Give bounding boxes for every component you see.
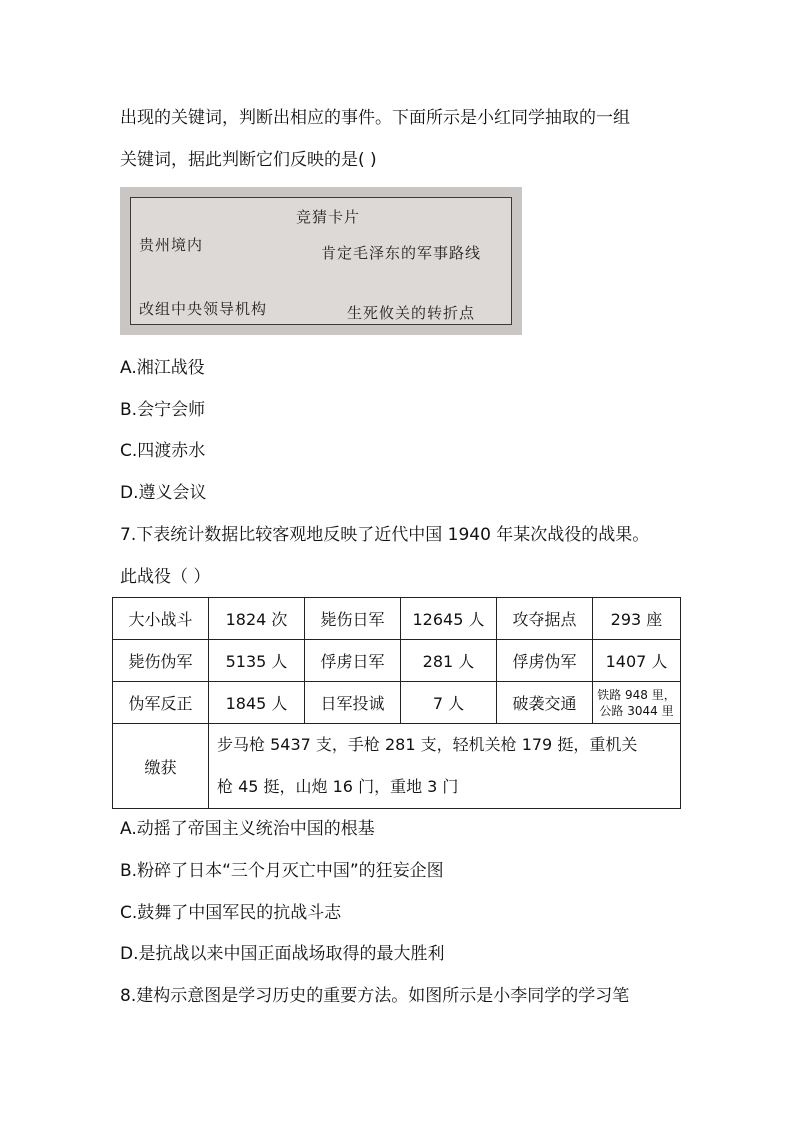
card-keyword-3: 改组中央领导机构 — [139, 300, 268, 318]
table-cell-transport — [593, 682, 681, 724]
card-keyword-2: 肯定毛泽东的军事路线 — [321, 244, 482, 262]
question-6-stem-line-1: 出现的关键词，判断出相应的事件。下面所示是小红同学抽取的一组 — [120, 108, 630, 128]
seized-line-1: 步马枪 5437 支，手枪 281 支，轻机关枪 179 挺，重机关 — [217, 735, 638, 754]
table-cell: 12645 人 — [401, 598, 497, 640]
transport-highway: 公路 3044 里 — [599, 703, 674, 718]
question-6-option-a: A.湘江战役 — [120, 358, 205, 378]
card-keyword-1: 贵州境内 — [139, 236, 204, 254]
table-cell: 大小战斗 — [113, 598, 209, 640]
question-7-option-a: A.动摇了帝国主义统治中国的根基 — [120, 819, 375, 839]
question-7-option-d: D.是抗战以来中国正面战场取得的最大胜利 — [120, 944, 445, 964]
card-keyword-4: 生死攸关的转折点 — [347, 304, 476, 322]
table-cell: 7 人 — [401, 682, 497, 724]
guess-card-image — [120, 187, 522, 335]
guess-card-frame — [130, 197, 512, 325]
transport-railway: 铁路 948 里， — [597, 687, 676, 702]
question-7-option-b: B.粉碎了日本“三个月灭亡中国”的狂妄企图 — [120, 861, 444, 881]
table-cell: 破袭交通 — [497, 682, 593, 724]
table-row — [113, 640, 681, 682]
table-cell: 毙伤伪军 — [113, 640, 209, 682]
question-6-option-b: B.会宁会师 — [120, 400, 206, 420]
question-8-stem-line-1: 8.建构示意图是学习历史的重要方法。如图所示是小李同学的学习笔 — [120, 986, 630, 1006]
table-cell: 日军投诚 — [305, 682, 401, 724]
table-cell: 毙伤日军 — [305, 598, 401, 640]
table-row — [113, 682, 681, 724]
question-6-option-d: D.遵义会议 — [120, 483, 207, 503]
table-cell: 俘虏伪军 — [497, 640, 593, 682]
question-7-stem-line-1: 7.下表统计数据比较客观地反映了近代中国 1940 年某次战役的战果。 — [120, 525, 650, 545]
card-title: 竞猜卡片 — [296, 208, 361, 226]
table-cell: 5135 人 — [209, 640, 305, 682]
seized-line-2: 枪 45 挺，山炮 16 门，重地 3 门 — [217, 777, 459, 796]
table-cell: 俘虏日军 — [305, 640, 401, 682]
table-cell: 1845 人 — [209, 682, 305, 724]
table-cell: 293 座 — [593, 598, 681, 640]
table-cell: 281 人 — [401, 640, 497, 682]
question-6-option-c: C.四渡赤水 — [120, 441, 206, 461]
table-row-seized — [113, 724, 681, 809]
question-7-option-c: C.鼓舞了中国军民的抗战斗志 — [120, 903, 342, 923]
table-cell-seized-label: 缴获 — [113, 724, 209, 809]
table-cell: 攻夺据点 — [497, 598, 593, 640]
table-cell: 1824 次 — [209, 598, 305, 640]
battle-results-table — [112, 597, 681, 809]
table-cell-seized-items — [209, 724, 681, 809]
table-cell: 伪军反正 — [113, 682, 209, 724]
table-cell: 1407 人 — [593, 640, 681, 682]
table-row — [113, 598, 681, 640]
question-6-stem-line-2: 关键词，据此判断它们反映的是( ) — [120, 150, 377, 170]
question-7-stem-line-2: 此战役（ ） — [120, 567, 211, 587]
